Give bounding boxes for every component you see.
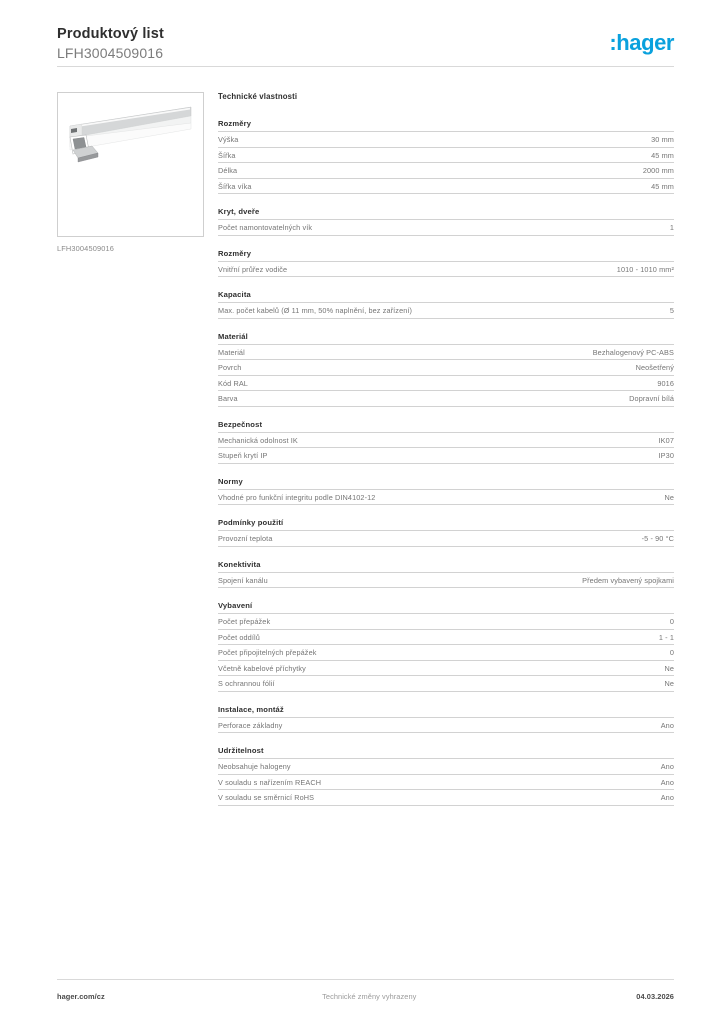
- spec-label: Šířka víka: [218, 181, 252, 191]
- spec-row: [218, 433, 674, 449]
- spec-section: [218, 705, 674, 734]
- spec-section-title: Udržitelnost: [218, 746, 264, 755]
- spec-row: [218, 661, 674, 677]
- spec-row-group: [218, 489, 674, 506]
- spec-label: Včetně kabelové příchytky: [218, 663, 306, 673]
- spec-section-title: Normy: [218, 476, 243, 486]
- spec-value: Ne: [664, 492, 674, 502]
- product-image-frame: [57, 92, 204, 237]
- technical-specifications: [218, 92, 674, 806]
- spec-label: Neobsahuje halogeny: [218, 762, 291, 771]
- product-photo-trunking-icon: [58, 93, 203, 236]
- spec-value: Dopravní bílá: [629, 394, 674, 403]
- spec-section-title: Kryt, dveře: [218, 207, 260, 216]
- spec-row-group: [218, 530, 674, 547]
- spec-row: [218, 262, 674, 278]
- spec-row-group: [218, 613, 674, 692]
- page-title: Produktový list: [57, 26, 164, 42]
- spec-label: Spojení kanálu: [218, 575, 268, 585]
- spec-value: -5 - 90 °C: [641, 534, 674, 543]
- spec-label: Délka: [218, 166, 238, 175]
- product-image-caption: LFH3004509016: [57, 244, 114, 253]
- spec-row: [218, 376, 674, 392]
- spec-label: Šířka: [218, 150, 236, 160]
- spec-row-group: [218, 432, 674, 464]
- spec-row: [218, 790, 674, 806]
- spec-value: Bezhalogenový PC-ABS: [592, 347, 674, 357]
- spec-label: V souladu se směrnicí RoHS: [218, 793, 315, 802]
- spec-section: [218, 249, 674, 278]
- spec-row: [218, 448, 674, 464]
- spec-section-title: Konektivita: [218, 559, 261, 569]
- spec-label: V souladu s nařízením REACH: [218, 777, 322, 787]
- spec-row: [218, 345, 674, 361]
- specs-sections: [218, 119, 674, 806]
- spec-row: [218, 759, 674, 775]
- spec-row-group: [218, 261, 674, 278]
- spec-section-title: Rozměry: [218, 248, 252, 258]
- spec-row: [218, 148, 674, 164]
- spec-value: 45 mm: [651, 150, 674, 160]
- page-footer: [57, 992, 674, 1001]
- spec-section: [218, 746, 674, 806]
- hager-logo: :hager: [609, 30, 674, 55]
- spec-section-title: Instalace, montáž: [218, 704, 284, 714]
- spec-row: [218, 391, 674, 407]
- spec-section-title: Kapacita: [218, 290, 251, 299]
- spec-section: [218, 518, 674, 547]
- spec-value: 0: [669, 617, 674, 626]
- spec-row: [218, 630, 674, 646]
- header-divider: [57, 66, 674, 67]
- spec-label: Mechanická odolnost IK: [218, 435, 298, 445]
- footer-disclaimer: Technické změny vyhrazeny: [322, 992, 417, 1001]
- spec-label: Vhodné pro funkční integritu podle DIN4102-12: [218, 492, 376, 502]
- spec-value: 5: [669, 306, 674, 315]
- spec-row: [218, 718, 674, 734]
- spec-value: 30 mm: [651, 135, 674, 144]
- spec-section-title: Materiál: [218, 331, 248, 341]
- spec-label: Počet namontovatelných vík: [218, 223, 313, 232]
- spec-value: 9016: [657, 378, 674, 388]
- spec-row: [218, 360, 674, 376]
- spec-row: [218, 132, 674, 148]
- spec-value: 1010 - 1010 mm²: [616, 264, 674, 274]
- spec-value: Neošetřený: [635, 363, 674, 372]
- spec-label: Kód RAL: [218, 378, 248, 388]
- spec-label: Počet přepážek: [218, 617, 271, 626]
- spec-section: [218, 560, 674, 589]
- spec-row: [218, 775, 674, 791]
- spec-section-title: Bezpečnost: [218, 419, 263, 429]
- spec-section: [218, 290, 674, 319]
- spec-label: Výška: [218, 135, 239, 144]
- footer-divider: [57, 979, 674, 980]
- spec-label: Povrch: [218, 363, 242, 372]
- spec-section: [218, 119, 674, 194]
- spec-value: Ne: [664, 663, 674, 673]
- spec-value: Ano: [660, 762, 674, 771]
- spec-label: Barva: [218, 394, 238, 403]
- spec-value: Ano: [660, 720, 674, 730]
- spec-section: [218, 332, 674, 407]
- spec-section-title: Podmínky použití: [218, 518, 284, 527]
- spec-row-group: [218, 302, 674, 319]
- spec-label: Stupeň krytí IP: [218, 451, 268, 460]
- spec-row: [218, 573, 674, 589]
- spec-value: IK07: [658, 435, 674, 445]
- spec-row: [218, 490, 674, 506]
- spec-row-group: [218, 219, 674, 236]
- spec-value: 1: [669, 223, 674, 232]
- spec-section: [218, 420, 674, 464]
- spec-value: 0: [669, 648, 674, 657]
- spec-label: Provozní teplota: [218, 534, 273, 543]
- product-reference: LFH3004509016: [57, 44, 164, 61]
- spec-label: S ochrannou fólií: [218, 679, 275, 688]
- spec-row: [218, 676, 674, 692]
- spec-row-group: [218, 717, 674, 734]
- footer-date: 04.03.2026: [636, 992, 674, 1001]
- spec-row-group: [218, 344, 674, 407]
- spec-value: IP30: [658, 451, 674, 460]
- spec-section-title: Rozměry: [218, 119, 252, 128]
- footer-website[interactable]: hager.com/cz: [57, 992, 105, 1001]
- spec-value: Předem vybavený spojkami: [582, 575, 674, 585]
- spec-row: [218, 645, 674, 661]
- spec-label: Perforace základny: [218, 720, 283, 730]
- spec-value: 2000 mm: [642, 166, 674, 175]
- spec-label: Materiál: [218, 347, 245, 357]
- spec-row-group: [218, 758, 674, 806]
- specs-heading: Technické vlastnosti: [218, 92, 298, 101]
- spec-row-group: [218, 131, 674, 194]
- page-header: [57, 26, 674, 70]
- spec-row: [218, 614, 674, 630]
- spec-row: [218, 179, 674, 195]
- spec-row: [218, 303, 674, 319]
- title-block: [57, 26, 164, 62]
- spec-row: [218, 220, 674, 236]
- spec-label: Počet připojitelných přepážek: [218, 648, 317, 657]
- spec-value: Ano: [660, 793, 674, 802]
- spec-row: [218, 531, 674, 547]
- spec-value: 45 mm: [651, 181, 674, 191]
- spec-value: Ano: [660, 777, 674, 787]
- spec-value: 1 - 1: [658, 632, 674, 642]
- product-media: [57, 92, 204, 253]
- spec-section: [218, 207, 674, 236]
- spec-row: [218, 163, 674, 179]
- spec-section: [218, 601, 674, 692]
- spec-section-title: Vybavení: [218, 601, 253, 610]
- spec-section: [218, 477, 674, 506]
- spec-value: Ne: [664, 679, 674, 688]
- spec-label: Max. počet kabelů (Ø 11 mm, 50% naplnění, bez zařízení): [218, 306, 413, 315]
- spec-label: Vnitřní průřez vodiče: [218, 264, 288, 274]
- spec-row-group: [218, 572, 674, 589]
- spec-label: Počet oddílů: [218, 632, 260, 642]
